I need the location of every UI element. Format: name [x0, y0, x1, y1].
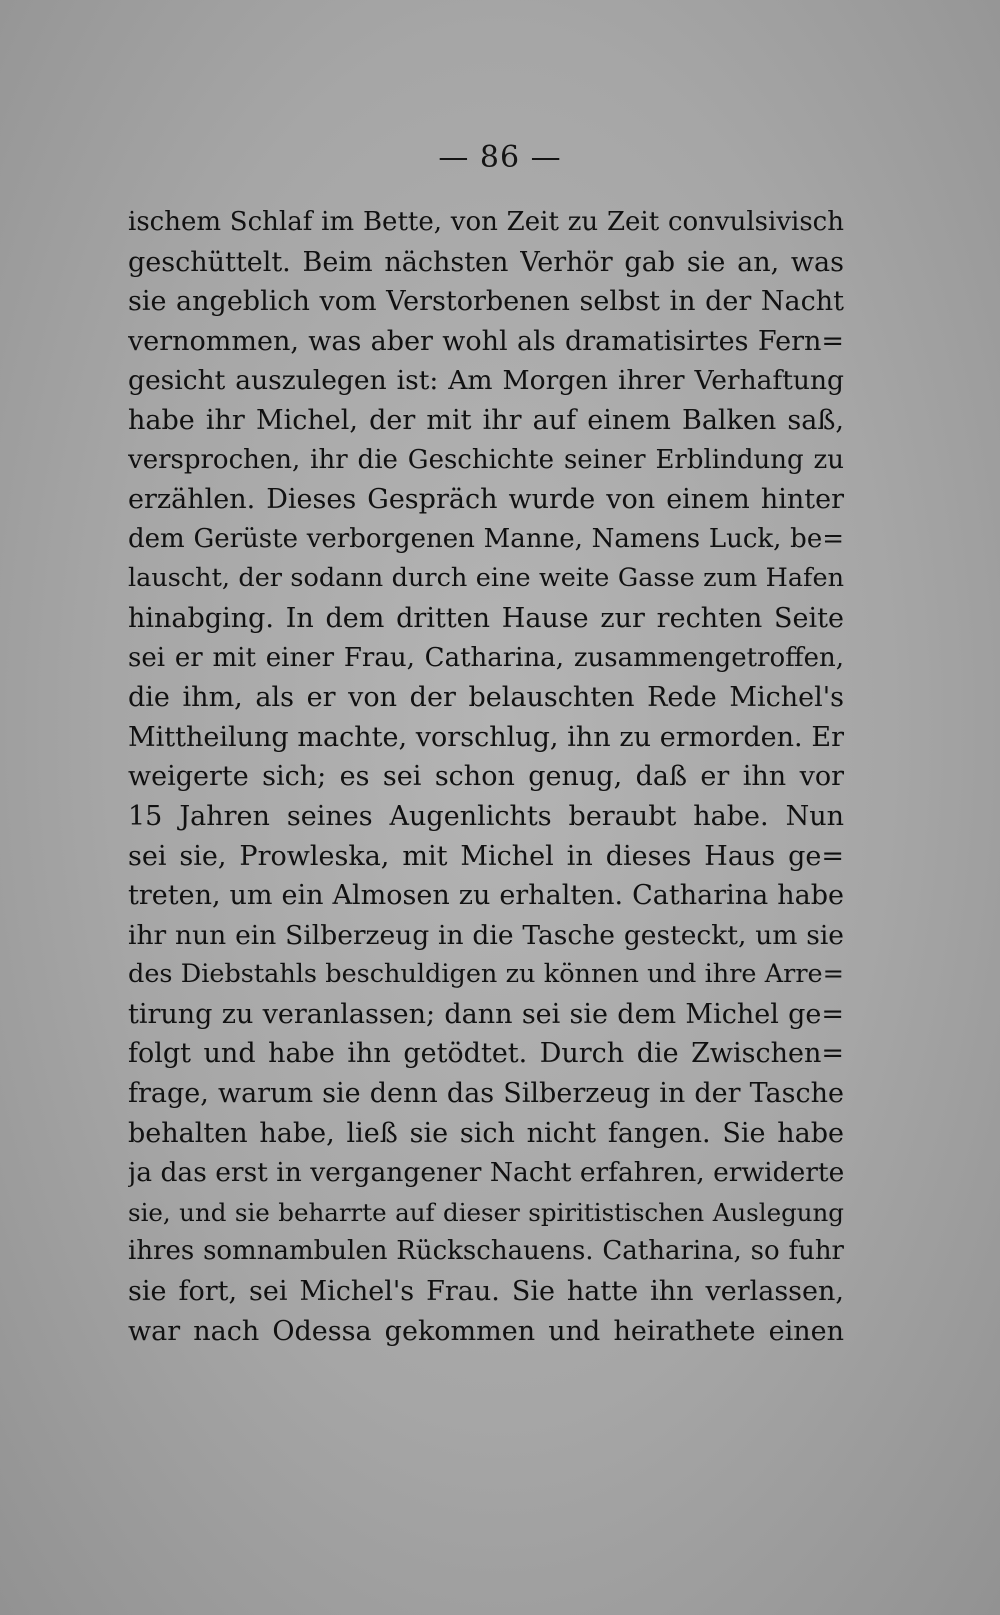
- text-line: ihres somnambulen Rückschauens. Catharina, so fuhr: [128, 1236, 844, 1267]
- text-line: sie angeblich vom Verstorbenen selbst in der Nacht: [128, 286, 844, 318]
- text-line: ihr nun ein Silberzeug in die Tasche gesteckt, um sie: [128, 919, 844, 951]
- text-line: frage, warum sie denn das Silberzeug in der Tasche: [128, 1078, 844, 1110]
- text-line: weigerte sich; es sei schon genug, daß er ihn vor: [128, 761, 844, 793]
- text-line: hinabging. In dem dritten Hause zur rechten Seite: [128, 602, 844, 634]
- body-text: [128, 203, 844, 1351]
- text-line: sie, und sie beharrte auf dieser spiritistischen Auslegung: [128, 1197, 844, 1227]
- text-line: sei er mit einer Frau, Catharina, zusammengetroffen,: [128, 642, 844, 673]
- text-line: gesicht auszulegen ist: Am Morgen ihrer Verhaftung: [128, 365, 844, 397]
- text-line: sei sie, Prowleska, mit Michel in dieses Haus ge=: [128, 840, 844, 872]
- text-line: ischem Schlaf im Bette, von Zeit zu Zeit convulsivisch: [128, 207, 844, 237]
- text-line: treten, um ein Almosen zu erhalten. Catharina habe: [128, 880, 844, 912]
- text-line: tirung zu veranlassen; dann sei sie dem Michel ge=: [128, 998, 844, 1030]
- text-line: geschüttelt. Beim nächsten Verhör gab sie an, was: [128, 246, 844, 278]
- text-line: dem Gerüste verborgenen Manne, Namens Luck, be=: [128, 523, 844, 554]
- text-line: die ihm, als er von der belauschten Rede Michel's: [128, 682, 844, 714]
- text-line: 15 Jahren seines Augenlichts beraubt habe. Nun: [128, 800, 844, 832]
- text-line: lauscht, der sodann durch eine weite Gasse zum Hafen: [128, 563, 844, 594]
- text-line: vernommen, was aber wohl als dramatisirtes Fern=: [128, 325, 844, 357]
- text-line: sie fort, sei Michel's Frau. Sie hatte ihn verlassen,: [128, 1276, 844, 1308]
- text-line: erzählen. Dieses Gespräch wurde von einem hinter: [128, 484, 844, 516]
- page-number-header: — 86 —: [438, 140, 562, 175]
- text-line: folgt und habe ihn getödtet. Durch die Zwischen=: [128, 1038, 844, 1070]
- text-line: Mittheilung machte, vorschlug, ihn zu ermorden. Er: [128, 721, 844, 753]
- text-line: versprochen, ihr die Geschichte seiner Erblindung zu: [128, 444, 844, 475]
- text-line: habe ihr Michel, der mit ihr auf einem Balken saß,: [128, 404, 844, 436]
- text-line: des Diebstahls beschuldigen zu können und ihre Arre=: [128, 959, 844, 990]
- text-line: ja das erst in vergangener Nacht erfahren, erwiderte: [128, 1157, 844, 1189]
- text-line: war nach Odessa gekommen und heirathete einen: [128, 1315, 844, 1347]
- text-line: behalten habe, ließ sie sich nicht fangen. Sie habe: [128, 1117, 844, 1149]
